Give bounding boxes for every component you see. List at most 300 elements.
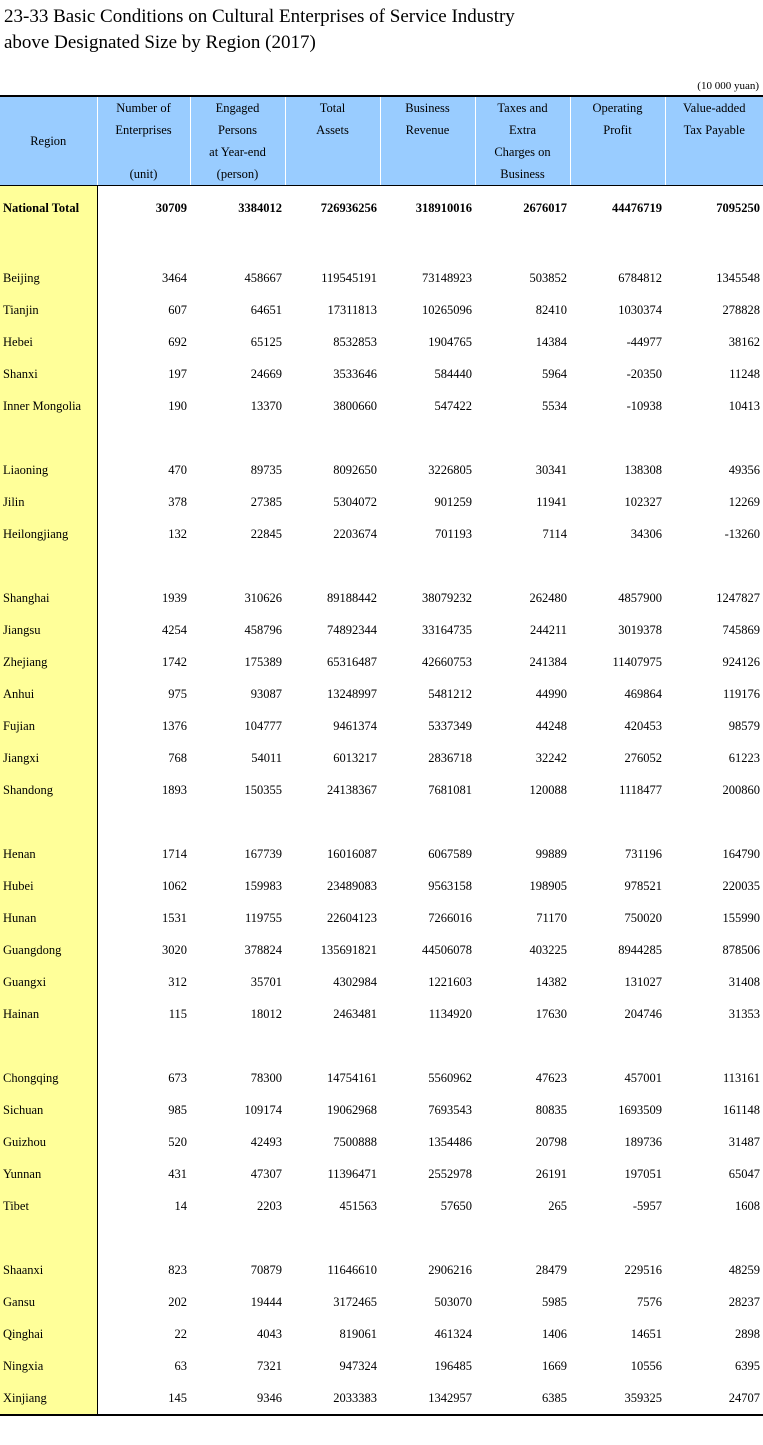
value-cell: 359325 [570,1382,665,1415]
table-row [0,486,763,518]
value-cell: 17630 [535,1006,567,1021]
value-cell: 7681081 [428,782,472,797]
value-cell: 1118477 [619,782,662,797]
value-cell: -10938 [626,398,662,413]
empty-cell [570,550,665,582]
value-cell: 5337349 [428,718,472,733]
value-cell: 265 [548,1198,567,1213]
value-cell: 7576 [637,1294,662,1309]
value-cell: 119545191 [321,270,377,285]
value-cell: 12269 [728,494,760,509]
empty-cell [665,1222,763,1254]
spacer-row [0,806,763,838]
value-cell: 120088 [529,782,567,797]
value-cell: 673 [168,1070,187,1085]
value-cell: 18012 [250,1006,282,1021]
header-line: Revenue [405,123,450,137]
empty-cell [285,806,380,838]
value-cell: 14754161 [327,1070,377,1085]
empty-cell [97,806,190,838]
empty-cell [285,550,380,582]
value-cell: 11407975 [612,654,662,669]
header-profit [570,96,665,186]
value-cell: 3464 [162,270,187,285]
table-row [0,870,763,902]
value-cell: 2203674 [333,526,377,541]
region-cell: Gansu [0,1286,97,1318]
value-cell: 750020 [624,910,662,925]
value-cell: 584440 [434,366,472,381]
empty-cell [665,422,763,454]
value-cell: 159983 [244,878,282,893]
value-cell: 24669 [250,366,282,381]
header-line: Profit [603,123,632,137]
value-cell: -44977 [626,334,662,349]
value-cell: 1669 [542,1358,567,1373]
value-cell: 1342957 [380,1382,475,1415]
table-row [0,774,763,806]
header-persons [190,96,285,186]
value-cell: 3800660 [333,398,377,413]
header-line: Business [405,101,450,115]
header-assets [285,96,380,186]
value-cell: 457001 [624,1070,662,1085]
region-cell: Guangdong [0,934,97,966]
value-cell: 11248 [729,366,760,381]
empty-cell [475,1030,570,1062]
table-row [0,710,763,742]
region-cell: Ningxia [0,1350,97,1382]
header-enterprises [97,96,190,186]
value-cell: 1608 [735,1198,760,1213]
table-row [0,294,763,326]
value-cell: 607 [168,302,187,317]
region-cell: Sichuan [0,1094,97,1126]
table-row [0,390,763,422]
value-cell: 7095250 [716,200,760,215]
region-cell: Yunnan [0,1158,97,1190]
value-cell: 24707 [665,1382,763,1415]
empty-cell [190,230,285,262]
table-row [0,678,763,710]
table-row [0,1350,763,1382]
header-line: Total [319,101,346,115]
empty-cell [570,1222,665,1254]
header-line: Number of [116,101,171,115]
value-cell: 71170 [536,910,567,925]
value-cell: 31487 [728,1134,760,1149]
header-line: Extra [508,123,537,137]
region-cell: Anhui [0,678,97,710]
statistics-table [0,95,763,1416]
empty-cell [380,422,475,454]
value-cell: 17311813 [327,302,377,317]
value-cell: 3172465 [333,1294,377,1309]
header-line: Assets [316,123,349,137]
value-cell: 318910016 [415,200,472,215]
value-cell: 470 [168,462,187,477]
value-cell: 7321 [257,1358,282,1373]
value-cell: 2676017 [523,200,567,215]
empty-cell [475,422,570,454]
region-cell: Hubei [0,870,97,902]
value-cell: 461324 [434,1326,472,1341]
value-cell: 5481212 [428,686,472,701]
value-cell: 44990 [535,686,567,701]
empty-cell [285,230,380,262]
header-line: Persons [218,123,257,137]
value-cell: 104777 [244,718,282,733]
value-cell: 3226805 [428,462,472,477]
value-cell: 1531 [162,910,187,925]
spacer-row [0,550,763,582]
value-cell: 78300 [250,1070,282,1085]
value-cell: 4857900 [618,590,662,605]
value-cell: 5534 [542,398,567,413]
value-cell: 20798 [535,1134,567,1149]
header-line: (person) [216,167,259,181]
value-cell: 310626 [244,590,282,605]
table-row [0,454,763,486]
region-cell: Jiangxi [0,742,97,774]
value-cell: 8092650 [333,462,377,477]
value-cell: 47307 [250,1166,282,1181]
table-row [0,998,763,1030]
value-cell: 54011 [251,750,282,765]
value-cell: 74892344 [327,622,377,637]
region-cell: Henan [0,838,97,870]
table-row [0,326,763,358]
empty-cell [380,1030,475,1062]
value-cell: 13370 [250,398,282,413]
value-cell: 731196 [624,846,662,861]
value-cell: 3019378 [618,622,662,637]
value-cell: 6013217 [333,750,377,765]
value-cell: 1714 [162,846,187,861]
value-cell: 458796 [244,622,282,637]
value-cell: 9346 [190,1382,285,1415]
region-cell: Heilongjiang [0,518,97,550]
empty-cell [190,1030,285,1062]
value-cell: 1354486 [428,1134,472,1149]
table-row [0,646,763,678]
value-cell: 10413 [728,398,760,413]
region-cell: Shandong [0,774,97,806]
value-cell: 31353 [728,1006,760,1021]
value-cell: 64651 [250,302,282,317]
header-line: Tax Payable [683,123,745,137]
value-cell: 819061 [339,1326,377,1341]
region-cell: Jilin [0,486,97,518]
value-cell: 33164735 [422,622,472,637]
value-cell: 1345548 [716,270,760,285]
value-cell: 23489083 [327,878,377,893]
value-cell: 22845 [250,526,282,541]
value-cell: 901259 [434,494,472,509]
header-line: Business [500,167,545,181]
table-row [0,1318,763,1350]
empty-cell [380,550,475,582]
value-cell: 167739 [244,846,282,861]
value-cell: 8532853 [333,334,377,349]
value-cell: 241384 [529,654,567,669]
table-row [0,934,763,966]
region-cell: Inner Mongolia [0,390,97,422]
value-cell: 28237 [728,1294,760,1309]
value-cell: 197 [168,366,187,381]
value-cell: 924126 [722,654,760,669]
value-cell: 3020 [162,942,187,957]
header-line: Operating [592,101,643,115]
empty-cell [570,1030,665,1062]
empty-cell [190,422,285,454]
value-cell: 145 [97,1382,190,1415]
value-cell: 978521 [624,878,662,893]
value-cell: 38162 [728,334,760,349]
empty-cell [380,1222,475,1254]
value-cell: 14651 [630,1326,662,1341]
table-row [0,902,763,934]
value-cell: 469864 [624,686,662,701]
table-body [0,186,763,1416]
value-cell: 115 [168,1006,187,1021]
table-row [0,1286,763,1318]
value-cell: 823 [168,1262,187,1277]
value-cell: 80835 [535,1102,567,1117]
table-row [0,1126,763,1158]
value-cell: 520 [168,1134,187,1149]
table-row [0,1254,763,1286]
empty-cell [665,806,763,838]
value-cell: 2552978 [428,1166,472,1181]
region-cell: Shanghai [0,582,97,614]
value-cell: 109174 [244,1102,282,1117]
value-cell: 9461374 [333,718,377,733]
value-cell: 1406 [542,1326,567,1341]
empty-cell [475,550,570,582]
region-cell [0,550,97,582]
empty-cell [97,1030,190,1062]
value-cell: 6395 [735,1358,760,1373]
empty-cell [475,1222,570,1254]
value-cell: 93087 [250,686,282,701]
region-cell: Qinghai [0,1318,97,1350]
empty-cell [570,806,665,838]
table-row [0,838,763,870]
value-cell: 22 [174,1326,187,1341]
value-cell: 2203 [257,1198,282,1213]
value-cell: 7266016 [428,910,472,925]
value-cell: 19444 [250,1294,282,1309]
value-cell: 13248997 [327,686,377,701]
value-cell: 451563 [339,1198,377,1213]
value-cell: 503070 [434,1294,472,1309]
value-cell: 44248 [535,718,567,733]
value-cell: 32242 [535,750,567,765]
value-cell: 24138367 [327,782,377,797]
value-cell: 131027 [624,974,662,989]
region-cell: Liaoning [0,454,97,486]
empty-cell [570,422,665,454]
value-cell: 14382 [535,974,567,989]
value-cell: 26191 [535,1166,567,1181]
value-cell: 1904765 [428,334,472,349]
value-cell: 28479 [535,1262,567,1277]
value-cell: 42493 [250,1134,282,1149]
value-cell: 244211 [529,622,567,637]
value-cell: 82410 [535,302,567,317]
empty-cell [97,1222,190,1254]
spacer-row [0,230,763,262]
title-line-1: 23-33 Basic Conditions on Cultural Enterprises of Service Industry [4,6,515,27]
table-row [0,742,763,774]
header-line: Enterprises [115,123,172,137]
value-cell: 985 [168,1102,187,1117]
value-cell: 22604123 [327,910,377,925]
value-cell: 65316487 [327,654,377,669]
value-cell: 10265096 [422,302,472,317]
value-cell: 458667 [244,270,282,285]
value-cell: 175389 [244,654,282,669]
region-cell [0,230,97,262]
region-cell [0,1222,97,1254]
value-cell: 198905 [529,878,567,893]
value-cell: 197051 [624,1166,662,1181]
empty-cell [665,230,763,262]
value-cell: 14 [174,1198,187,1213]
region-cell: Jiangsu [0,614,97,646]
value-cell: 9563158 [428,878,472,893]
region-cell: Hainan [0,998,97,1030]
value-cell: 27385 [250,494,282,509]
value-cell: 99889 [535,846,567,861]
value-cell: 11646610 [327,1262,377,1277]
table-row [0,518,763,550]
value-cell: 30341 [535,462,567,477]
value-cell: 220035 [722,878,760,893]
header-line: Charges on [494,145,551,159]
value-cell: 155990 [722,910,760,925]
value-cell: 47623 [535,1070,567,1085]
value-cell: 878506 [722,942,760,957]
value-cell: 70879 [250,1262,282,1277]
table-row [0,1062,763,1094]
table-row [0,262,763,294]
title-line-2: above Designated Size by Region (2017) [4,32,316,53]
value-cell: 30709 [155,200,187,215]
value-cell: 61223 [728,750,760,765]
region-cell [0,806,97,838]
header-line: Taxes and [497,101,548,115]
value-cell: 1030374 [618,302,662,317]
value-cell: 57650 [440,1198,472,1213]
table-row [0,1158,763,1190]
value-cell: 189736 [624,1134,662,1149]
value-cell: 202 [168,1294,187,1309]
region-cell [0,1030,97,1062]
empty-cell [570,230,665,262]
value-cell: 132 [168,526,187,541]
value-cell: 5985 [542,1294,567,1309]
value-cell: 726936256 [320,200,377,215]
value-cell: 4043 [257,1326,282,1341]
spacer-row [0,1030,763,1062]
empty-cell [380,230,475,262]
header-row [0,96,763,186]
value-cell: 2906216 [428,1262,472,1277]
value-cell: -5957 [632,1198,662,1213]
empty-cell [475,806,570,838]
value-cell: 89188442 [327,590,377,605]
value-cell: 89735 [250,462,282,477]
value-cell: 8944285 [618,942,662,957]
value-cell: 2033383 [285,1382,380,1415]
value-cell: 4302984 [333,974,377,989]
empty-cell [665,550,763,582]
value-cell: 1893 [162,782,187,797]
value-cell: 204746 [624,1006,662,1021]
value-cell: 378824 [244,942,282,957]
value-cell: 14384 [535,334,567,349]
value-cell: 164790 [722,846,760,861]
region-cell: Beijing [0,262,97,294]
empty-cell [97,550,190,582]
header-line [98,141,190,163]
table-row [0,614,763,646]
table-row [0,966,763,998]
value-cell: -20350 [626,366,662,381]
empty-cell [285,1030,380,1062]
value-cell: 701193 [434,526,472,541]
value-cell: 278828 [722,302,760,317]
value-cell: 10556 [630,1358,662,1373]
value-cell: 2898 [735,1326,760,1341]
value-cell: 947324 [339,1358,377,1373]
value-cell: 11941 [536,494,567,509]
table-row [0,358,763,390]
value-cell: 31408 [728,974,760,989]
region-cell: Tibet [0,1190,97,1222]
value-cell: 745869 [722,622,760,637]
empty-cell [665,1030,763,1062]
value-cell: -13260 [724,526,760,541]
value-cell: 262480 [529,590,567,605]
value-cell: 150355 [244,782,282,797]
page-title [4,4,515,56]
value-cell: 11396471 [327,1166,377,1181]
header-line: at Year-end [209,145,266,159]
value-cell: 7693543 [428,1102,472,1117]
empty-cell [97,422,190,454]
value-cell: 102327 [624,494,662,509]
value-cell: 7114 [542,526,567,541]
value-cell: 73148923 [422,270,472,285]
value-cell: 6067589 [428,846,472,861]
empty-cell [190,550,285,582]
region-cell: Hunan [0,902,97,934]
value-cell: 16016087 [327,846,377,861]
value-cell: 1376 [162,718,187,733]
value-cell: 403225 [529,942,567,957]
value-cell: 1247827 [716,590,760,605]
value-cell: 312 [168,974,187,989]
empty-cell [475,230,570,262]
value-cell: 98579 [728,718,760,733]
value-cell: 6784812 [618,270,662,285]
value-cell: 276052 [624,750,662,765]
value-cell: 63 [174,1358,187,1373]
value-cell: 420453 [624,718,662,733]
